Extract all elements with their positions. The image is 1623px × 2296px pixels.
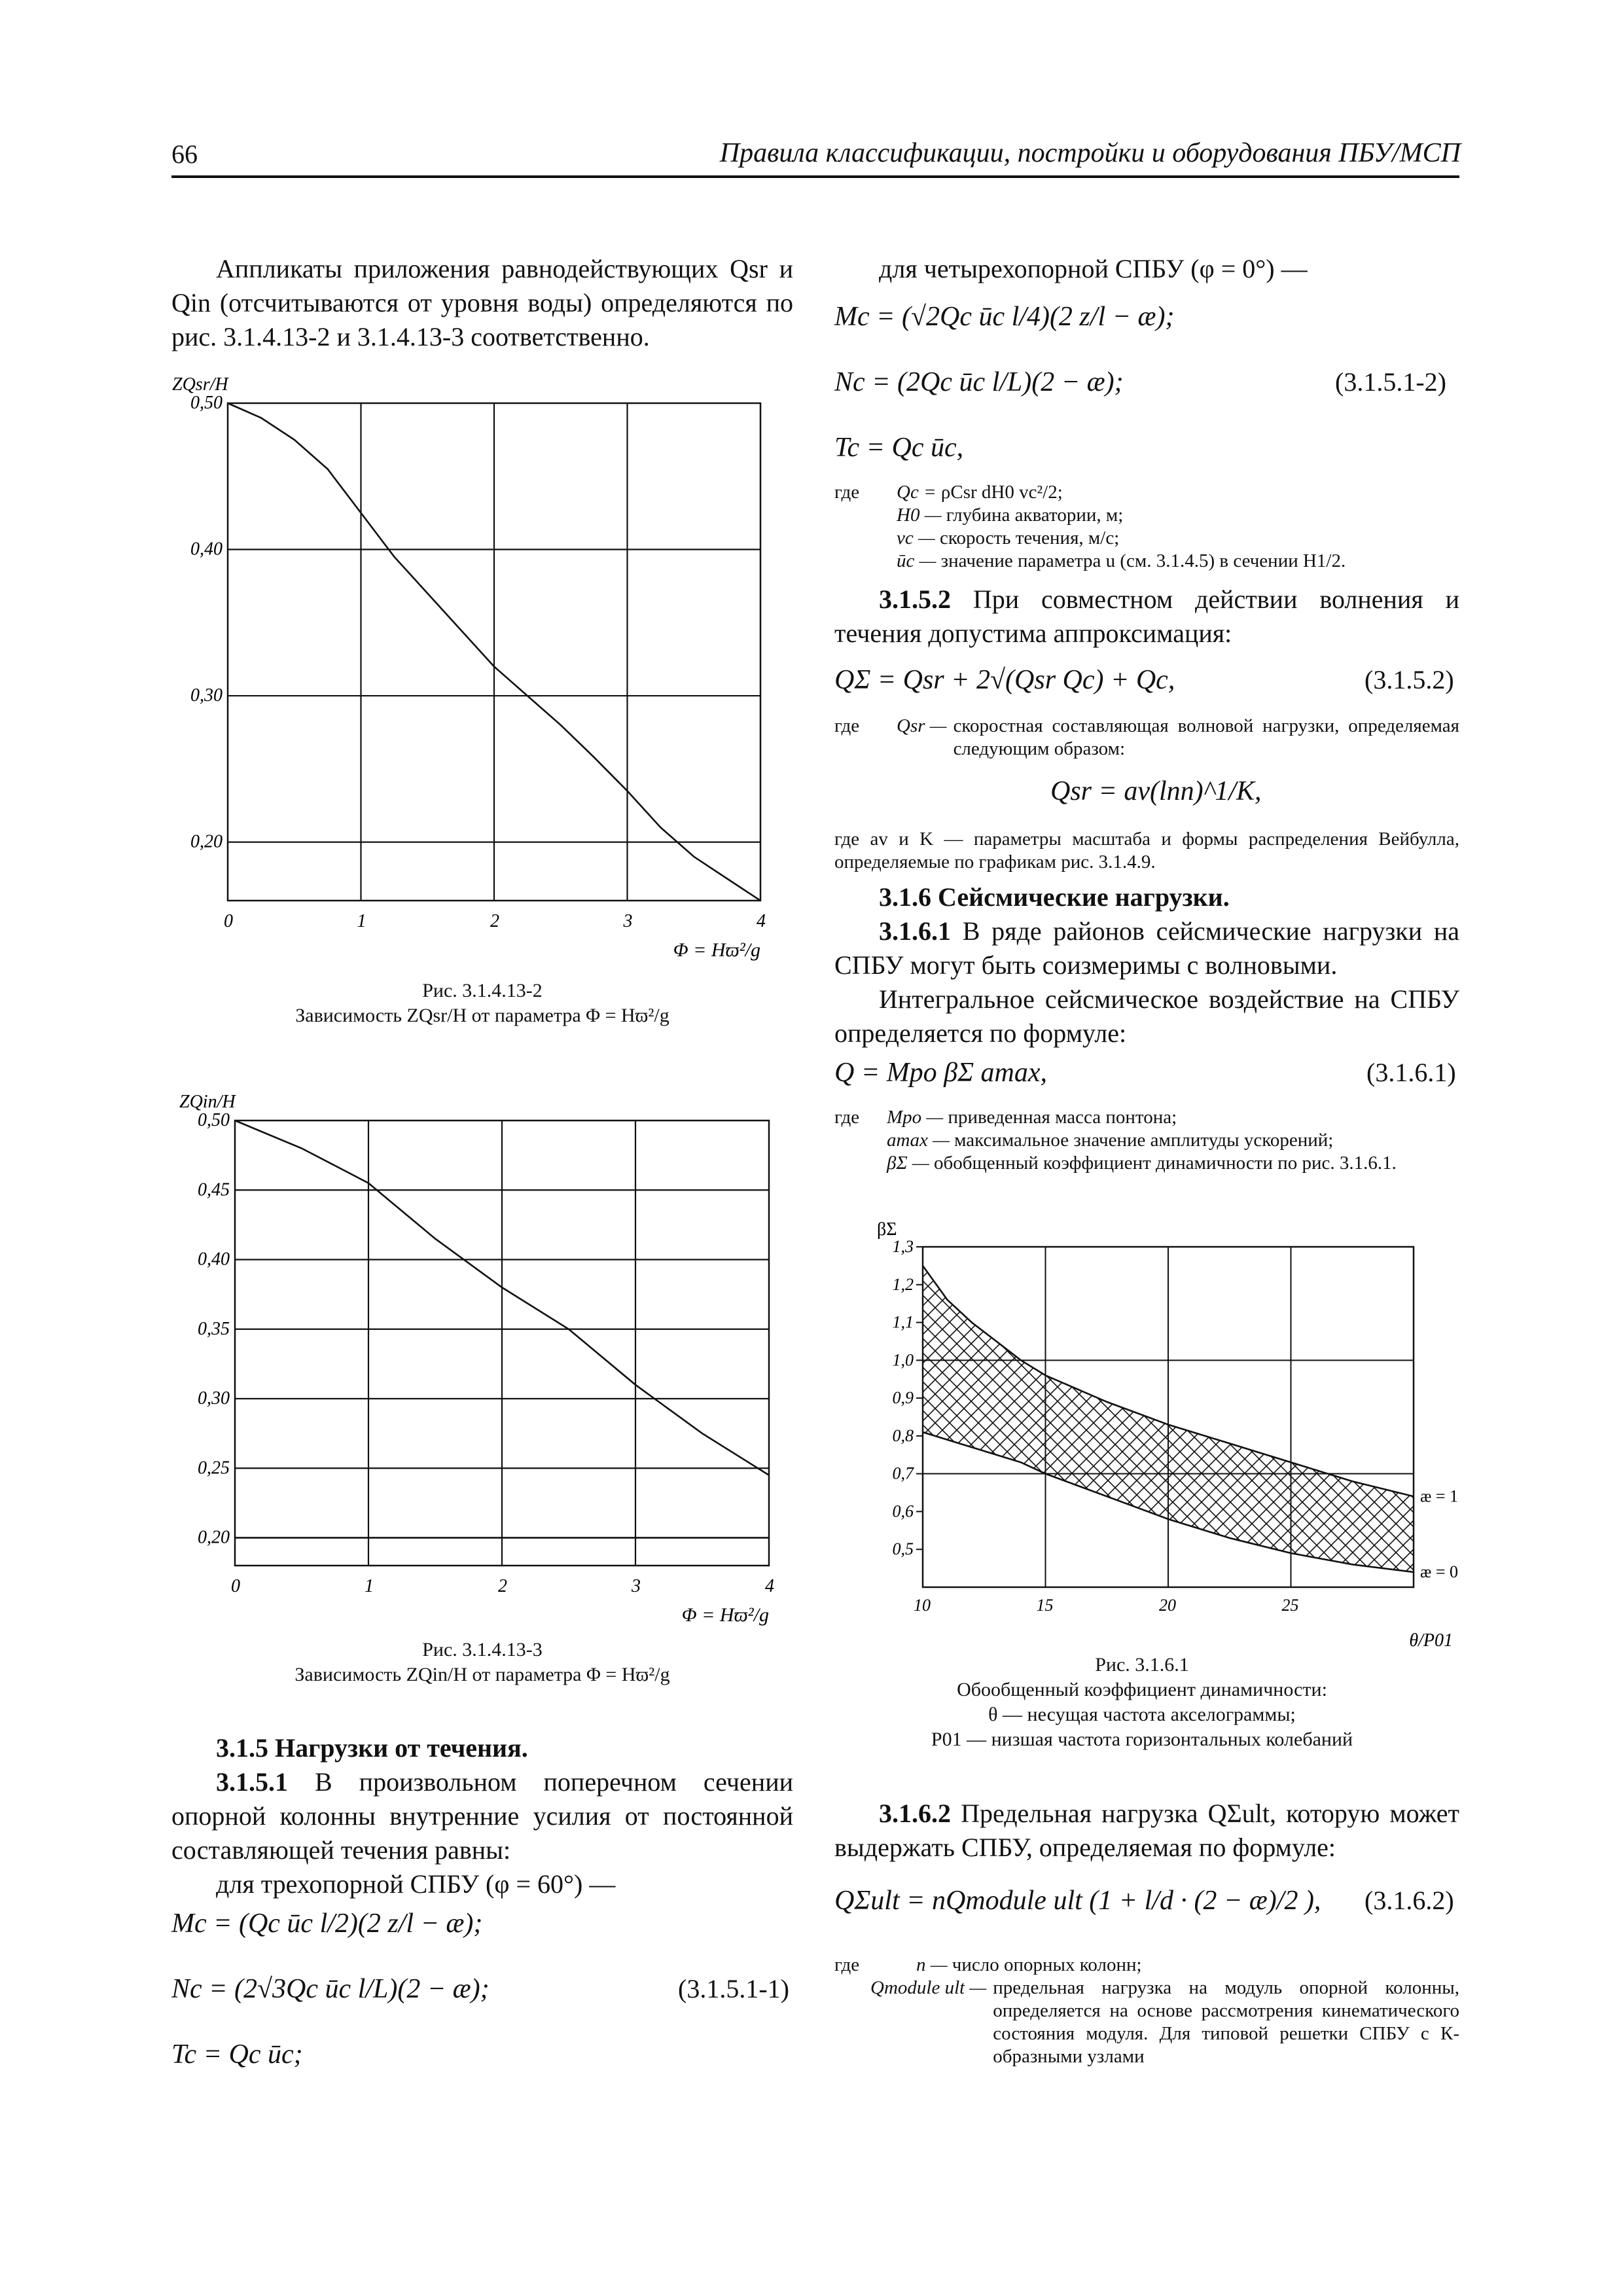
x-tick-label: 0 bbox=[231, 1576, 240, 1596]
fig3-caption-theta: θ — несущая частота акселограммы; bbox=[988, 1704, 1296, 1725]
y-tick-label: 0,50 bbox=[190, 393, 223, 413]
legend-ae-0: æ = 0 bbox=[1420, 1562, 1459, 1581]
fig2-caption bbox=[171, 1638, 793, 1687]
y-tick-label: 0,35 bbox=[198, 1318, 230, 1339]
where-symbol: Qsr — bbox=[897, 715, 947, 736]
x-tick-label: 25 bbox=[1281, 1596, 1299, 1615]
where-item bbox=[887, 1106, 1459, 1129]
x-tick-label: 2 bbox=[498, 1576, 507, 1596]
where-symbol: ūc — bbox=[897, 550, 936, 571]
chart-zqsr bbox=[171, 372, 813, 961]
y-tick-label: 1,0 bbox=[892, 1350, 914, 1370]
x-tick-label: 3 bbox=[632, 1576, 641, 1596]
y-tick-label: 0,25 bbox=[198, 1458, 230, 1479]
y-tick-label: 0,20 bbox=[190, 831, 223, 852]
where-list-4 bbox=[887, 1106, 1459, 1175]
four-leg-text: для четырехопорной СПБУ (φ = 0°) — bbox=[879, 254, 1308, 283]
y-tick-label: 1,3 bbox=[892, 1237, 914, 1256]
page-number: 66 bbox=[171, 139, 198, 169]
eq-nc-three-number: (3.1.5.1-1) bbox=[678, 1974, 789, 2003]
section-3161-text: В ряде районов сейсмические нагрузки на СПБУ могут быть соизмеримы с волновыми. bbox=[834, 916, 1460, 980]
where-item bbox=[897, 550, 1459, 573]
where-text: максимальное значение амплитуды ускорений; bbox=[954, 1130, 1334, 1151]
fig1-caption-num: Рис. 3.1.4.13-2 bbox=[422, 980, 543, 1001]
where-label-1: где bbox=[834, 482, 860, 503]
x-tick-label: 4 bbox=[757, 911, 766, 931]
where-text: обобщенный коэффициент динамичности по рис. 3.1.6.1. bbox=[933, 1153, 1397, 1174]
where-symbol: amax — bbox=[887, 1130, 950, 1151]
section-315 bbox=[171, 1731, 793, 1901]
y-tick-label: 0,30 bbox=[198, 1388, 230, 1408]
section-316-title: 3.1.6 Сейсмические нагрузки. bbox=[879, 882, 1230, 912]
x-tick-label: 3 bbox=[623, 911, 633, 931]
y-tick-label: 0,30 bbox=[190, 685, 223, 706]
eq-nc-three: Nc = (2√3Qc ūc l/L)(2 − æ); bbox=[171, 1974, 490, 2004]
x-axis-label: Φ = Hϖ²/g bbox=[681, 1604, 769, 1626]
where-symbol: H0 — bbox=[897, 505, 942, 526]
y-tick-label: 0,6 bbox=[892, 1501, 914, 1521]
integral-text: Интегральное сейсмическое воздействие на СПБУ определяется по формуле: bbox=[834, 984, 1459, 1048]
where-symbol: Qmodule ult — bbox=[870, 1977, 987, 1998]
x-tick-label: 20 bbox=[1159, 1596, 1176, 1615]
y-axis-label: ZQsr/H bbox=[172, 374, 228, 395]
y-tick-label: 0,40 bbox=[190, 539, 223, 560]
eq-nc-four-number: (3.1.5.1-2) bbox=[1335, 367, 1446, 397]
where-item bbox=[870, 1977, 1459, 2068]
section-3161-paragraph bbox=[834, 914, 1459, 982]
where-text: скоростная составляющая волновой нагрузки, определяемая следующим образом: bbox=[953, 715, 1459, 759]
where-text: число опорных колонн; bbox=[952, 1954, 1142, 1975]
where-list-5 bbox=[870, 1954, 1459, 2068]
where-text: ρCsr dH0 vc²/2; bbox=[940, 482, 1063, 503]
x-axis-label: θ/P01 bbox=[1409, 1630, 1453, 1651]
where-3: где av и K — параметры масштаба и формы распределения Вейбулла, определяемые по графикам рис. 3.1.4.9. bbox=[834, 829, 1459, 872]
y-axis-label: ZQin/H bbox=[179, 1092, 236, 1112]
where-text: скорость течения, м/с; bbox=[940, 528, 1120, 548]
y-tick-label: 0,45 bbox=[198, 1179, 230, 1200]
y-tick-label: 0,7 bbox=[892, 1463, 914, 1483]
y-tick-label: 1,1 bbox=[892, 1312, 914, 1332]
x-tick-label: 1 bbox=[357, 911, 366, 931]
y-tick-label: 0,5 bbox=[892, 1539, 914, 1559]
where-symbol: n — bbox=[916, 1954, 948, 1975]
left-intro bbox=[171, 252, 793, 354]
eq-tc-four: Tc = Qc ūc, bbox=[834, 433, 964, 463]
right-four-leg bbox=[834, 252, 1459, 286]
section-316 bbox=[834, 880, 1459, 1050]
where-list-2 bbox=[897, 715, 1459, 761]
eq-nc-four: Nc = (2Qc ūc l/L)(2 − æ); bbox=[834, 367, 1124, 397]
fig1-caption bbox=[171, 978, 793, 1028]
where-item bbox=[897, 481, 1459, 504]
running-title: Правила классификации, постройки и оборудования ПБУ/МСП bbox=[719, 138, 1461, 168]
eq-q-number: (3.1.6.1) bbox=[1366, 1058, 1456, 1087]
fig1-caption-text: Зависимость ZQsr/H от параметра Φ = Hϖ²/g bbox=[295, 1005, 669, 1026]
y-tick-label: 0,20 bbox=[198, 1527, 230, 1548]
where-symbol: βΣ — bbox=[887, 1153, 929, 1174]
section-3152-text: При совместном действии волнения и течения допустима аппроксимация: bbox=[834, 584, 1459, 648]
section-315-title: 3.1.5 Нагрузки от течения. bbox=[216, 1733, 528, 1763]
x-tick-label: 2 bbox=[490, 911, 499, 931]
fig3-caption bbox=[870, 1653, 1414, 1752]
eq-qsigma: QΣ = Qsr + 2√(Qsr Qc) + Qc, bbox=[834, 665, 1175, 695]
section-3152-num: 3.1.5.2 bbox=[879, 584, 951, 614]
x-tick-label: 1 bbox=[365, 1576, 374, 1596]
section-3151-num: 3.1.5.1 bbox=[216, 1767, 288, 1797]
y-tick-label: 0,8 bbox=[892, 1426, 914, 1445]
section-3152-paragraph bbox=[834, 583, 1459, 651]
three-leg-text: для трехопорной СПБУ (φ = 60°) — bbox=[216, 1869, 616, 1899]
section-3162-num: 3.1.6.2 bbox=[879, 1799, 951, 1828]
y-tick-label: 0,50 bbox=[198, 1110, 230, 1130]
where-item bbox=[897, 527, 1459, 550]
x-tick-label: 10 bbox=[914, 1596, 931, 1615]
section-3151-text: В произвольном поперечном сечении опорной колонны внутренние усилия от постоянной составляющей течения равны: bbox=[171, 1767, 794, 1865]
y-tick-label: 1,2 bbox=[892, 1274, 914, 1294]
fig2-caption-num: Рис. 3.1.4.13-3 bbox=[422, 1639, 543, 1660]
y-axis-label: βΣ bbox=[877, 1219, 897, 1240]
eq-qult: QΣult = nQmodule ult (1 + l/d · (2 − æ)/2 ), bbox=[834, 1886, 1321, 1916]
section-3151-paragraph bbox=[171, 1765, 793, 1867]
fig2-caption-text: Зависимость ZQin/H от параметра Φ = Hϖ²/g bbox=[294, 1664, 670, 1685]
y-tick-label: 0,9 bbox=[892, 1388, 914, 1408]
section-3162 bbox=[834, 1797, 1459, 1865]
eq-tc-three: Tc = Qc ūc; bbox=[171, 2039, 303, 2070]
where-symbol: Qc = bbox=[897, 482, 936, 503]
eq-qult-number: (3.1.6.2) bbox=[1364, 1886, 1454, 1915]
where-item bbox=[897, 504, 1459, 527]
header-rule bbox=[171, 175, 1459, 178]
where-label-4: где bbox=[834, 1107, 860, 1128]
y-tick-label: 0,40 bbox=[198, 1249, 230, 1270]
where-text: приведенная масса понтона; bbox=[948, 1107, 1177, 1128]
where-text: предельная нагрузка на модуль опорной колонны, определяется на основе рассмотрения кинематического состояния модуля. Для типовой решетки СПБУ с К-образными узлами bbox=[993, 1977, 1459, 2067]
where-item bbox=[887, 1129, 1459, 1152]
section-3162-paragraph bbox=[834, 1797, 1459, 1865]
where-text: глубина акватории, м; bbox=[946, 505, 1124, 526]
where-item bbox=[870, 1954, 1459, 1977]
where-text: значение параметра u (см. 3.1.4.5) в сечении H1/2. bbox=[940, 550, 1346, 571]
section-3152 bbox=[834, 583, 1459, 651]
x-tick-label: 4 bbox=[765, 1576, 774, 1596]
where-label-2: где bbox=[834, 715, 860, 736]
chart-beta bbox=[870, 1214, 1459, 1651]
section-3161-num: 3.1.6.1 bbox=[879, 916, 951, 946]
fig3-caption-p01: P01 — низшая частота горизонтальных колебаний bbox=[931, 1729, 1353, 1750]
x-axis-label: Φ = Hϖ²/g bbox=[673, 939, 760, 961]
where-list-1 bbox=[897, 481, 1459, 573]
x-tick-label: 0 bbox=[224, 911, 233, 931]
eq-mc-three: Mc = (Qc ūc l/2)(2 z/l − æ); bbox=[171, 1909, 483, 1939]
where-item bbox=[887, 1152, 1459, 1175]
section-3162-text: Предельная нагрузка QΣult, которую может выдержать СПБУ, определяемая по формуле: bbox=[834, 1799, 1460, 1862]
eq-qsigma-number: (3.1.5.2) bbox=[1364, 665, 1454, 694]
where-label-5: где bbox=[834, 1954, 860, 1975]
fig3-caption-text: Обообщенный коэффициент динамичности: bbox=[957, 1679, 1327, 1700]
eq-q: Q = Mpo βΣ amax, bbox=[834, 1058, 1048, 1088]
fig3-caption-num: Рис. 3.1.6.1 bbox=[1095, 1654, 1189, 1676]
x-tick-label: 15 bbox=[1036, 1596, 1054, 1615]
where-symbol: vc — bbox=[897, 528, 935, 548]
where-symbol: Mpo — bbox=[887, 1107, 944, 1128]
intro-paragraph: Аппликаты приложения равнодействующих Qsr и Qin (отсчитываются от уровня воды) определяются по рис. 3.1.4.13-2 и 3.1.4.13-3 соответственно. bbox=[171, 254, 793, 351]
legend-ae-1: æ = 1 bbox=[1420, 1486, 1459, 1506]
eq-mc-four: Mc = (√2Qc ūc l/4)(2 z/l − æ); bbox=[834, 302, 1175, 332]
eq-qsr: Qsr = av(lnn)^1/K, bbox=[1050, 776, 1262, 806]
chart-zqin bbox=[171, 1062, 813, 1631]
